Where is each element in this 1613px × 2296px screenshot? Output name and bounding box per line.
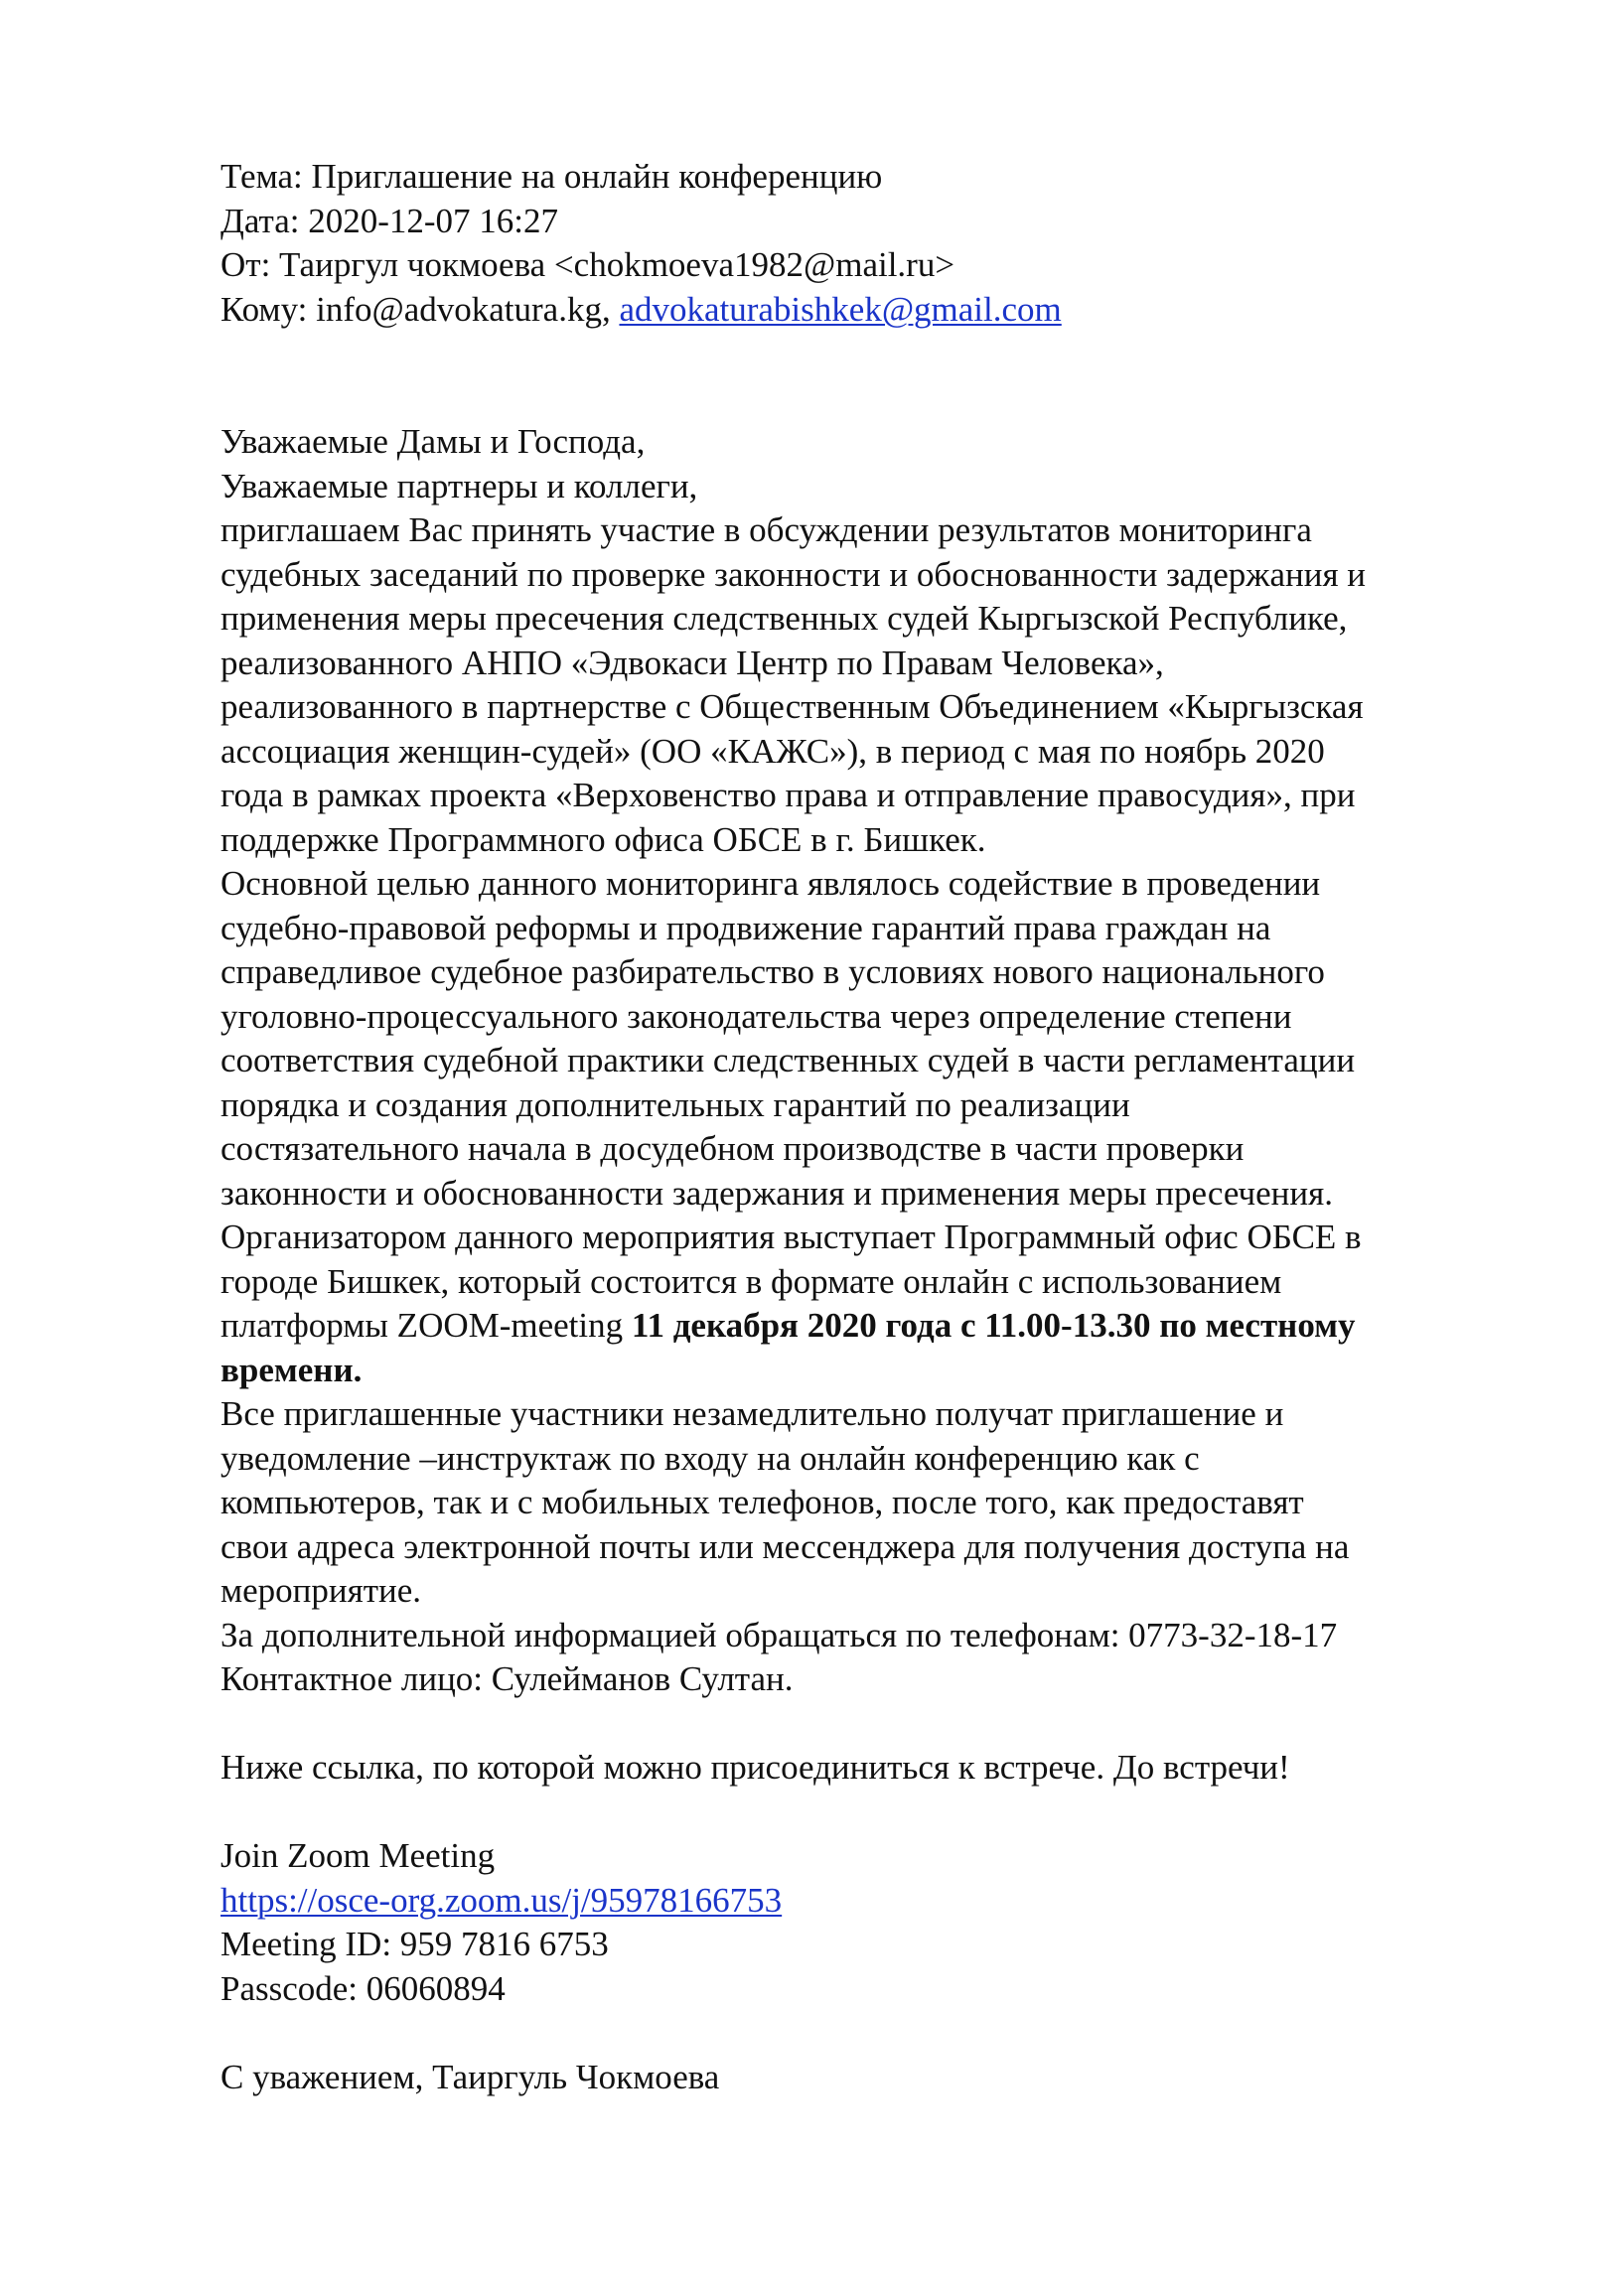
body-line: реализованного в партнерстве с Общественным Объединением «Кыргызская [220,687,1364,726]
event-time-end: времени. [220,1350,363,1389]
email-to-label: Кому: info@advokatura.kg, [220,289,620,329]
body-line: соответствия судебной практики следственных судей в части регламентации [220,1041,1356,1079]
body-line: свои адреса электронной почты или мессенджера для получения доступа на [220,1526,1350,1566]
zoom-details [220,1834,1522,2011]
body-line: справедливое судебное разбирательство в условиях нового национального [220,952,1325,991]
zoom-passcode: Passcode: 06060894 [220,1968,506,2008]
body-line: уведомление –инструктаж по входу на онлайн конференцию как с [220,1438,1200,1478]
greeting-line-2: Уважаемые партнеры и коллеги, [220,466,698,505]
body-line: уголовно-процессуального законодательства через определение степени [220,996,1292,1036]
greeting-line-1: Уважаемые Дамы и Господа, [220,422,646,461]
body-line: поддержке Программного офиса ОБСЕ в г. Бишкек. [220,819,986,859]
email-body [220,508,1522,1702]
body-line: Организатором данного мероприятия выступает Программный офис ОБСЕ в [220,1218,1362,1256]
body-line: законности и обоснованности задержания и применения меры пресечения. [220,1173,1333,1213]
platform-prefix: платформы ZOOM-meeting [220,1306,632,1345]
email-to-link[interactable]: advokaturabishkek@gmail.com [619,289,1062,329]
email-header [220,155,1522,332]
zoom-meeting-id: Meeting ID: 959 7816 6753 [220,1925,609,1963]
zoom-title: Join Zoom Meeting [220,1836,496,1875]
body-line: применения меры пресечения следственных судей Кыргызской Республике, [220,599,1348,638]
body-line: судебных заседаний по проверке законности и обоснованности задержания и [220,554,1367,594]
body-line: мероприятие. [220,1571,422,1610]
email-subject: Тема: Приглашение на онлайн конференцию [220,157,883,196]
body-line: порядка и создания дополнительных гарантий по реализации [220,1084,1130,1124]
email-greeting [220,420,1522,508]
contact-person: Контактное лицо: Сулейманов Султан. [220,1659,794,1698]
zoom-meeting-link[interactable]: https://osce-org.zoom.us/j/95978166753 [220,1880,783,1920]
email-date: Дата: 2020-12-07 16:27 [220,201,559,240]
contact-phone: За дополнительной информацией обращаться по телефонам: 0773-32-18-17 [220,1615,1338,1654]
signature: С уважением, Таиргуль Чокмоева [220,2057,720,2096]
body-line: года в рамках проекта «Верховенство права и отправление правосудия», при [220,776,1356,814]
body-line: городе Бишкек, который состоится в формате онлайн с использованием [220,1261,1282,1301]
platform-line [220,1304,1522,1349]
email-to [220,288,1522,333]
body-line: компьютеров, так и с мобильных телефонов, после того, как предоставят [220,1483,1304,1521]
body-line: состязательного начала в досудебном производстве в части проверки [220,1129,1245,1168]
body-line: приглашаем Вас принять участие в обсуждении результатов мониторинга [220,510,1312,549]
body-line: Все приглашенные участники незамедлительно получат приглашение и [220,1394,1284,1433]
body-line: судебно-правовой реформы и продвижение гарантий права граждан на [220,908,1271,947]
event-date-time: 11 декабря 2020 года с 11.00-13.30 по местному [631,1306,1356,1345]
body-line: Основной целью данного мониторинга являлось содействие в проведении [220,864,1321,903]
email-document [220,155,1522,2099]
body-line: ассоциация женщин-судей» (ОО «КАЖС»), в период с мая по ноябрь 2020 [220,731,1325,771]
email-from: От: Таиргул чокмоева <chokmoeva1982@mail.ru> [220,245,955,284]
body-line: реализованного АНПО «Эдвокаси Центр по Правам Человека», [220,643,1164,682]
link-intro: Ниже ссылка, по которой можно присоединиться к встрече. До встречи! [220,1748,1290,1787]
